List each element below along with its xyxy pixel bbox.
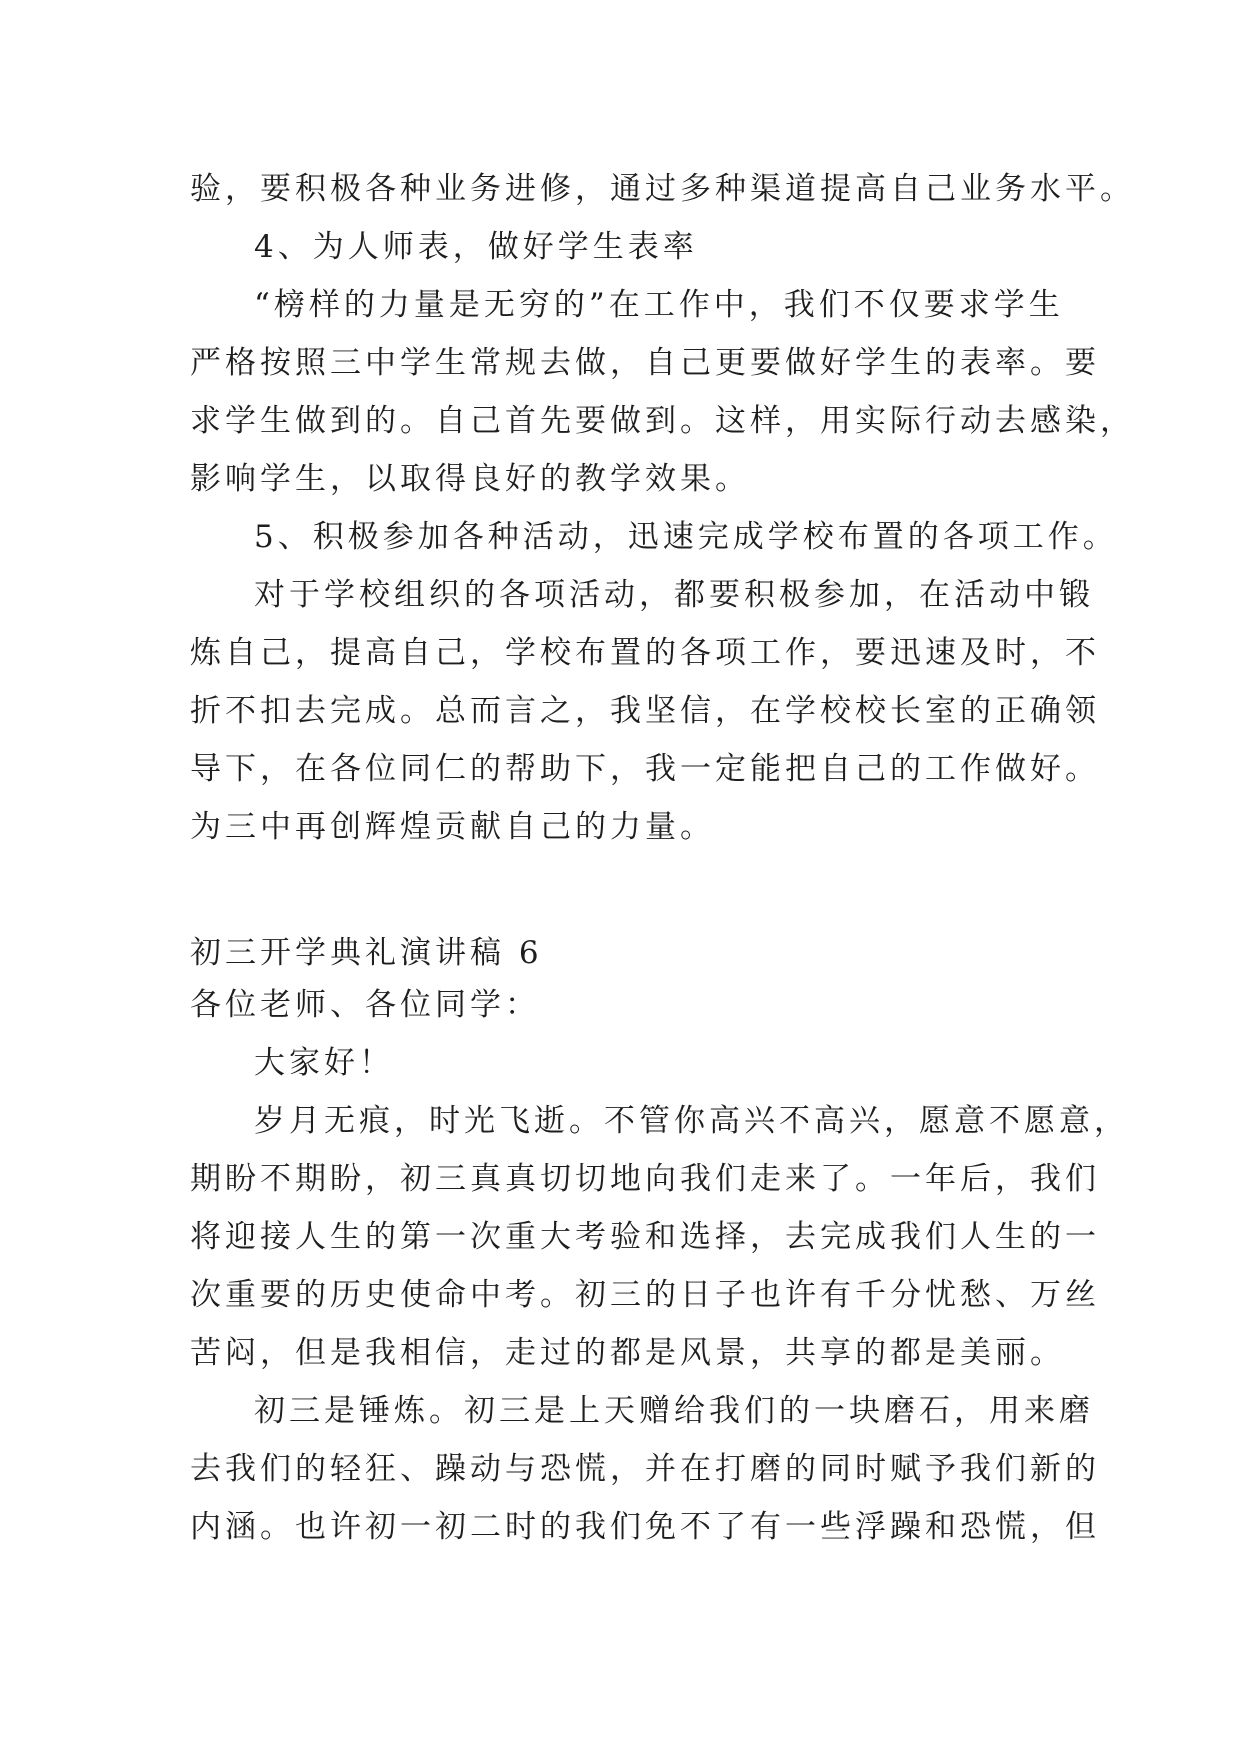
paragraph-line: 初三是锤炼。初三是上天赠给我们的一块磨石，用来磨 xyxy=(254,1393,1094,1429)
paragraph-line: 求学生做到的。自己首先要做到。这样，用实际行动去感染， xyxy=(190,403,1135,439)
paragraph-line: 岁月无痕，时光飞逝。不管你高兴不高兴，愿意不愿意， xyxy=(254,1103,1129,1139)
paragraph-line: 导下，在各位同仁的帮助下，我一定能把自己的工作做好。 xyxy=(190,751,1100,787)
section-title: 初三开学典礼演讲稿 6 xyxy=(190,935,543,971)
paragraph-line: 为三中再创辉煌贡献自己的力量。 xyxy=(190,809,715,845)
paragraph-line: “榜样的力量是无穷的”在工作中，我们不仅要求学生 xyxy=(254,287,1064,323)
section-spacer xyxy=(190,856,1070,930)
paragraph-line: 折不扣去完成。总而言之，我坚信，在学校校长室的正确领 xyxy=(190,693,1100,729)
paragraph-line: 苦闷，但是我相信，走过的都是风景，共享的都是美丽。 xyxy=(190,1335,1065,1371)
paragraph-line: 将迎接人生的第一次重大考验和选择，去完成我们人生的一 xyxy=(190,1219,1100,1255)
paragraph-line: 对于学校组织的各项活动，都要积极参加，在活动中锻 xyxy=(254,577,1094,613)
document-body xyxy=(190,160,1135,1556)
paragraph-line: 验，要积极各种业务进修，通过多种渠道提高自己业务水平。 xyxy=(190,171,1135,207)
list-heading: 5、积极参加各种活动，迅速完成学校布置的各项工作。 xyxy=(254,519,1118,555)
greeting: 大家好！ xyxy=(254,1045,394,1081)
paragraph-line: 炼自己，提高自己，学校布置的各项工作，要迅速及时，不 xyxy=(190,635,1100,671)
salutation: 各位老师、各位同学： xyxy=(190,987,540,1023)
paragraph-line: 内涵。也许初一初二时的我们免不了有一些浮躁和恐慌，但 xyxy=(190,1509,1100,1545)
paragraph-line: 次重要的历史使命中考。初三的日子也许有千分忧愁、万丝 xyxy=(190,1277,1100,1313)
paragraph-line: 严格按照三中学生常规去做，自己更要做好学生的表率。要 xyxy=(190,345,1100,381)
list-heading: 4、为人师表，做好学生表率 xyxy=(254,229,698,265)
paragraph-line: 期盼不期盼，初三真真切切地向我们走来了。一年后，我们 xyxy=(190,1161,1100,1197)
paragraph-line: 影响学生，以取得良好的教学效果。 xyxy=(190,461,750,497)
paragraph-line: 去我们的轻狂、躁动与恐慌，并在打磨的同时赋予我们新的 xyxy=(190,1451,1100,1487)
